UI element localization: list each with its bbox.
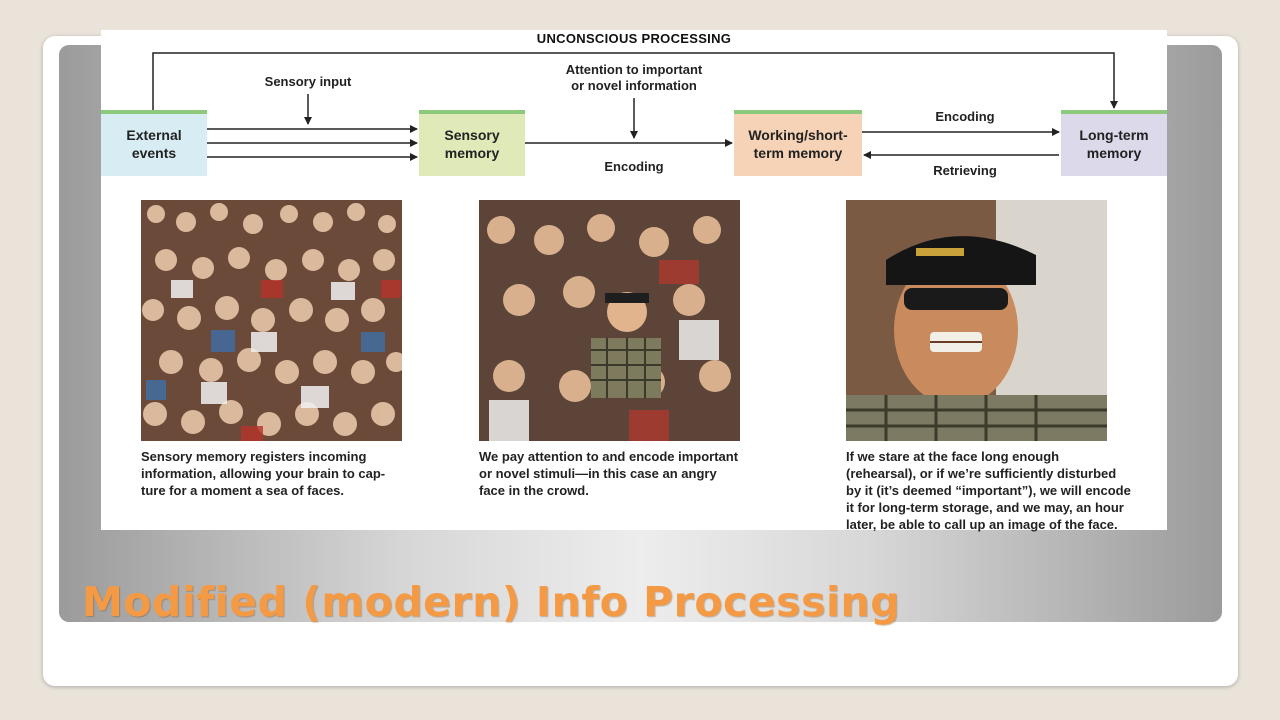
box-external-events-line1: External: [126, 127, 182, 143]
caption-attention-line: or novel stimuli—in this case an angry: [479, 466, 717, 481]
attention-crowd-image: [479, 200, 740, 441]
caption-sensory-line: Sensory memory registers incoming: [141, 449, 367, 464]
crowd-photo: [141, 200, 402, 441]
box-external-events: [101, 110, 207, 176]
unconscious-processing-label: UNCONSCIOUS PROCESSING: [536, 31, 732, 46]
caption-sensory-line: information, allowing your brain to cap-: [141, 466, 386, 481]
caption-sensory: [141, 448, 421, 499]
caption-attention: [479, 448, 779, 499]
angry-face-image: [846, 200, 1107, 441]
caption-sensory-line: ture for a moment a sea of faces.: [141, 483, 345, 498]
caption-attention-line: We pay attention to and encode important: [479, 449, 739, 464]
encoding-label-2: Encoding: [935, 109, 995, 124]
caption-long-term: [846, 448, 1164, 533]
angry-face-photo: [846, 200, 1107, 441]
sensory-input-label: Sensory input: [264, 74, 352, 89]
encoding-label-1: Encoding: [604, 159, 664, 174]
memory-model-figure: [101, 30, 1167, 530]
caption-long-term-line: If we stare at the face long enough: [846, 449, 1060, 464]
caption-long-term-line: later, be able to call up an image of the face.: [846, 517, 1118, 532]
attention-label-line2: or novel information: [571, 78, 697, 93]
caption-long-term-line: by it (it’s deemed “important”), we will encode: [846, 483, 1131, 498]
box-long-term-memory-line2: memory: [1086, 145, 1142, 161]
box-working-memory-line2: term memory: [753, 145, 843, 161]
box-working-memory: [734, 110, 862, 176]
flow-diagram: [101, 30, 1167, 190]
box-external-events-line2: events: [131, 145, 177, 161]
box-working-memory-line1: Working/short-: [748, 127, 848, 143]
box-long-term-memory-line1: Long-term: [1079, 127, 1149, 143]
box-long-term-memory: [1061, 110, 1167, 176]
caption-attention-line: face in the crowd.: [479, 483, 589, 498]
box-sensory-memory-line1: Sensory: [444, 127, 500, 143]
crowd-image: [141, 200, 402, 441]
attention-photo: [479, 200, 740, 441]
slide-title: Modified (modern) Info Processing: [82, 578, 901, 626]
caption-long-term-line: it for long-term storage, and we may, an hour: [846, 500, 1124, 515]
caption-long-term-line: (rehearsal), or if we’re sufficiently disturbed: [846, 466, 1117, 481]
box-sensory-memory-line2: memory: [444, 145, 500, 161]
box-sensory-memory: [419, 110, 525, 176]
retrieving-label: Retrieving: [933, 163, 997, 178]
attention-label-line1: Attention to important: [565, 62, 703, 77]
